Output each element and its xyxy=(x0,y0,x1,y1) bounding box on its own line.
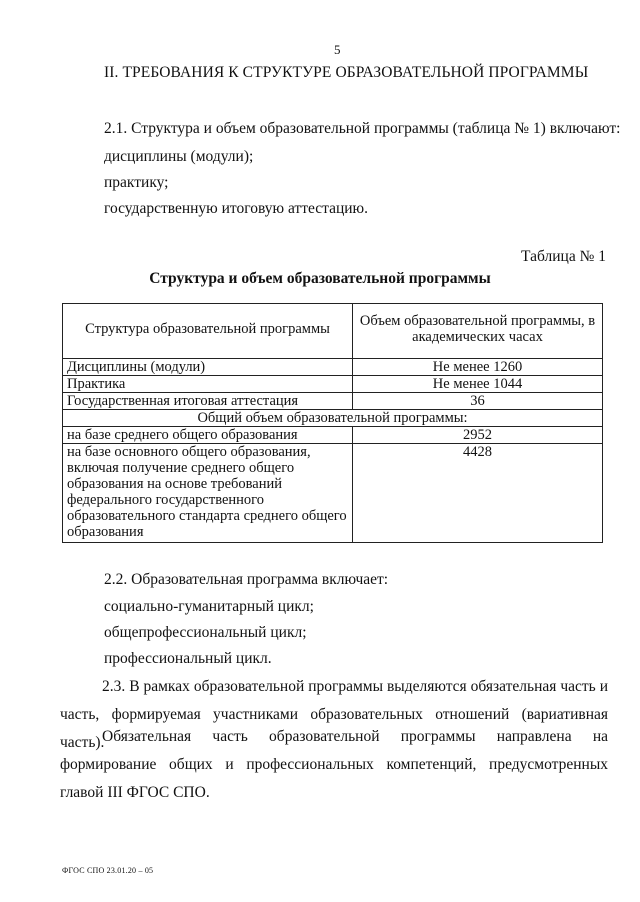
table-total-label: Общий объем образовательной программы: xyxy=(63,410,603,427)
structure-table xyxy=(62,303,603,543)
document-footer: ФГОС СПО 23.01.20 – 05 xyxy=(62,866,154,875)
table-cell-name: на базе основного общего образования, включая получение среднего общего образования на основе требований федерального государственного образовательного стандарта среднего общего образования xyxy=(63,444,353,543)
table-cell-name: Государственная итоговая аттестация xyxy=(63,393,353,410)
list-item-social-cycle: социально-гуманитарный цикл; xyxy=(104,598,314,615)
table-title: Структура и объем образовательной программы xyxy=(149,270,491,287)
section-2-2-intro: 2.2. Образовательная программа включает: xyxy=(104,571,389,588)
table-header-volume: Объем образовательной программы, в академических часах xyxy=(353,304,603,359)
mandatory-part-paragraph: Обязательная часть образовательной программы направлена на формирование общих и профессиональных компетенций, предусмотренных главой III ФГОС СПО. xyxy=(60,728,608,801)
table-header-structure: Структура образовательной программы xyxy=(63,304,353,359)
table-total-row xyxy=(63,410,603,427)
list-item-prof-cycle: профессиональный цикл. xyxy=(104,650,272,667)
table-cell-value: Не менее 1260 xyxy=(353,359,603,376)
table-label: Таблица № 1 xyxy=(521,248,606,265)
table-cell-name: на базе среднего общего образования xyxy=(63,427,353,444)
table-cell-name: Дисциплины (модули) xyxy=(63,359,353,376)
table-cell-value: 36 xyxy=(353,393,603,410)
list-item-general-prof-cycle: общепрофессиональный цикл; xyxy=(104,624,307,641)
list-item-disciplines: дисциплины (модули); xyxy=(104,148,254,165)
page-number: 5 xyxy=(334,42,341,57)
table-row xyxy=(63,376,603,393)
table-row xyxy=(63,393,603,410)
table-cell-value: Не менее 1044 xyxy=(353,376,603,393)
list-item-practice: практику; xyxy=(104,174,169,191)
section-2-3-paragraph: 2.3. В рамках образовательной программы выделяются обязательная часть и часть, формируемая участниками образовательных отношений (вариативная часть). xyxy=(60,678,608,751)
list-item-attestation: государственную итоговую аттестацию. xyxy=(104,200,369,217)
section-heading: II. ТРЕБОВАНИЯ К СТРУКТУРЕ ОБРАЗОВАТЕЛЬНОЙ ПРОГРАММЫ xyxy=(104,64,589,81)
table-header-row xyxy=(63,304,603,359)
table-row xyxy=(63,427,603,444)
table-cell-value: 4428 xyxy=(353,444,603,543)
section-2-1-intro: 2.1. Структура и объем образовательной программы (таблица № 1) включают: xyxy=(104,120,621,137)
table-cell-value: 2952 xyxy=(353,427,603,444)
table-row xyxy=(63,359,603,376)
table-row xyxy=(63,444,603,543)
table-cell-name: Практика xyxy=(63,376,353,393)
